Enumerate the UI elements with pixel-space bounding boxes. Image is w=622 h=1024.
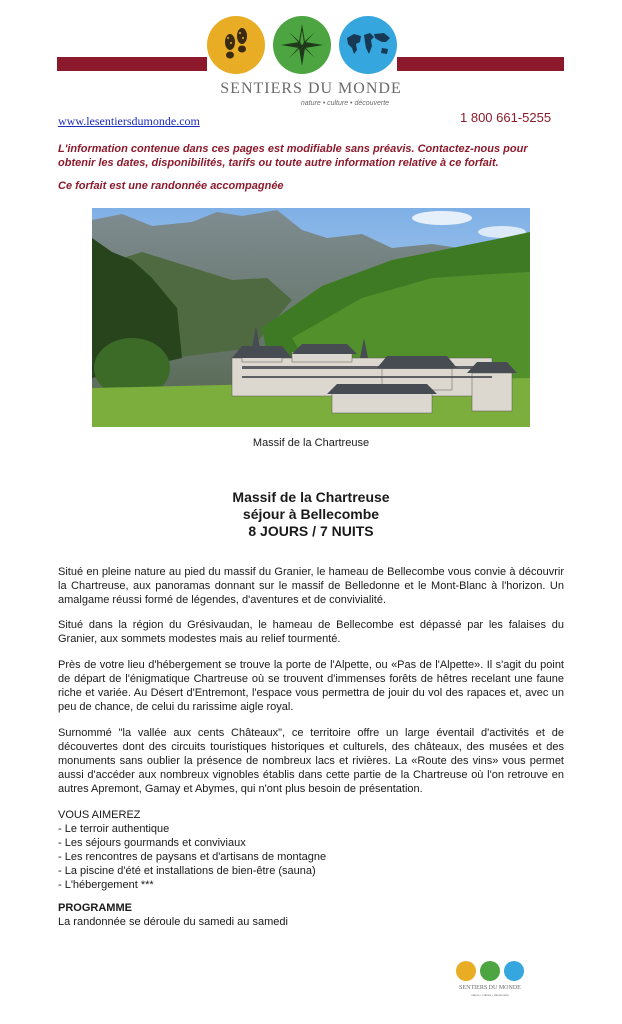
chartreuse-photo bbox=[92, 208, 530, 427]
highlights-section bbox=[58, 808, 326, 892]
tour-title-line1: Massif de la Chartreuse bbox=[232, 489, 390, 505]
list-item: - La piscine d'été et installations de bien-être (sauna) bbox=[58, 865, 316, 877]
footer-brand-tagline: nature • culture • découverte bbox=[471, 993, 509, 997]
programme-heading: PROGRAMME bbox=[58, 902, 132, 914]
list-item: - Les séjours gourmands et conviviaux bbox=[58, 837, 246, 849]
tour-title-line3: 8 JOURS / 7 NUITS bbox=[248, 523, 374, 539]
guided-tour-notice: Ce forfait est une randonnée accompagnée bbox=[58, 180, 284, 192]
footprints-icon bbox=[456, 961, 476, 981]
tour-title-line2: séjour à Bellecombe bbox=[242, 506, 380, 522]
disclaimer-notice: L'information contenue dans ces pages est modifiable sans préavis. Contactez-nous pour obtenir les dates, disponibilités, tarifs ou toute autre information relative à ce forfait. bbox=[58, 143, 528, 169]
paragraph: Surnommé "la vallée aux cents Châteaux", ce territoire offre un large éventail d'activités et de découvertes dont des circuits touristiques historiques et culturels, des châteaux, des musées et des monuments sans oublier la présence de nombreux lacs et rivières. La «Route des vins» vous permet aussi d'accéder aux nombreux vignobles établis dans cette partie de la Chartreuse où l'on retrouve en autres Apremont, Gamay et Abymes, qui n'ont plus besoin de présentation. bbox=[58, 727, 564, 795]
paragraph: Situé dans la région du Grésivaudan, le hameau de Bellecombe est dépassé par les falaises du Granier, aux sommets modestes mais au relief tourmenté. bbox=[58, 619, 564, 645]
footprints-icon bbox=[207, 16, 265, 74]
world-map-icon bbox=[339, 16, 397, 74]
highlights-heading: VOUS AIMEREZ bbox=[58, 809, 141, 821]
header-bar-right bbox=[397, 57, 564, 71]
paragraph: Près de votre lieu d'hébergement se trouve la porte de l'Alpette, ou «Pas de l'Alpette». Il s'agit du point de départ de l'énigmatique Chartreuse où se trouvent d'immenses forêts de hêtres recelant une faune riche et variée. Au Désert d'Entremont, l'espace vous permettra de jouir du vol des rapaces et, avec un peu de chance, de celui du rarissime aigle royal. bbox=[58, 659, 564, 713]
paragraph: Situé en pleine nature au pied du massif du Granier, le hameau de Bellecombe vous convie à découvrir la Chartreuse, aux panoramas donnant sur le massif de Belledonne et le Mont-Blanc à l'horizon. Un amalgame réussi formé de légendes, d'aventures et de convivialité. bbox=[58, 566, 564, 606]
phone-number: 1 800 661-5255 bbox=[460, 110, 552, 125]
compass-rose-icon bbox=[480, 961, 500, 981]
footer-brand-name: SENTIERS DU MONDE bbox=[459, 985, 521, 991]
tour-title bbox=[92, 489, 530, 540]
header bbox=[0, 0, 622, 115]
brand-tagline: nature • culture • découverte bbox=[300, 100, 390, 107]
list-item: - Les rencontres de paysans et d'artisans de montagne bbox=[58, 851, 327, 863]
website-link[interactable]: www.lesentiersdumonde.com bbox=[58, 114, 200, 128]
compass-rose-icon bbox=[273, 16, 331, 74]
programme-text: La randonnée se déroule du samedi au samedi bbox=[58, 916, 288, 928]
header-bar-left bbox=[57, 57, 207, 71]
list-item: - Le terroir authentique bbox=[58, 823, 170, 835]
world-map-icon bbox=[504, 961, 524, 981]
list-item: - L'hébergement *** bbox=[58, 879, 154, 891]
footer-logo bbox=[452, 961, 528, 1001]
brand-name: SENTIERS DU MONDE bbox=[220, 80, 402, 97]
photo-caption: Massif de la Chartreuse bbox=[252, 437, 370, 449]
